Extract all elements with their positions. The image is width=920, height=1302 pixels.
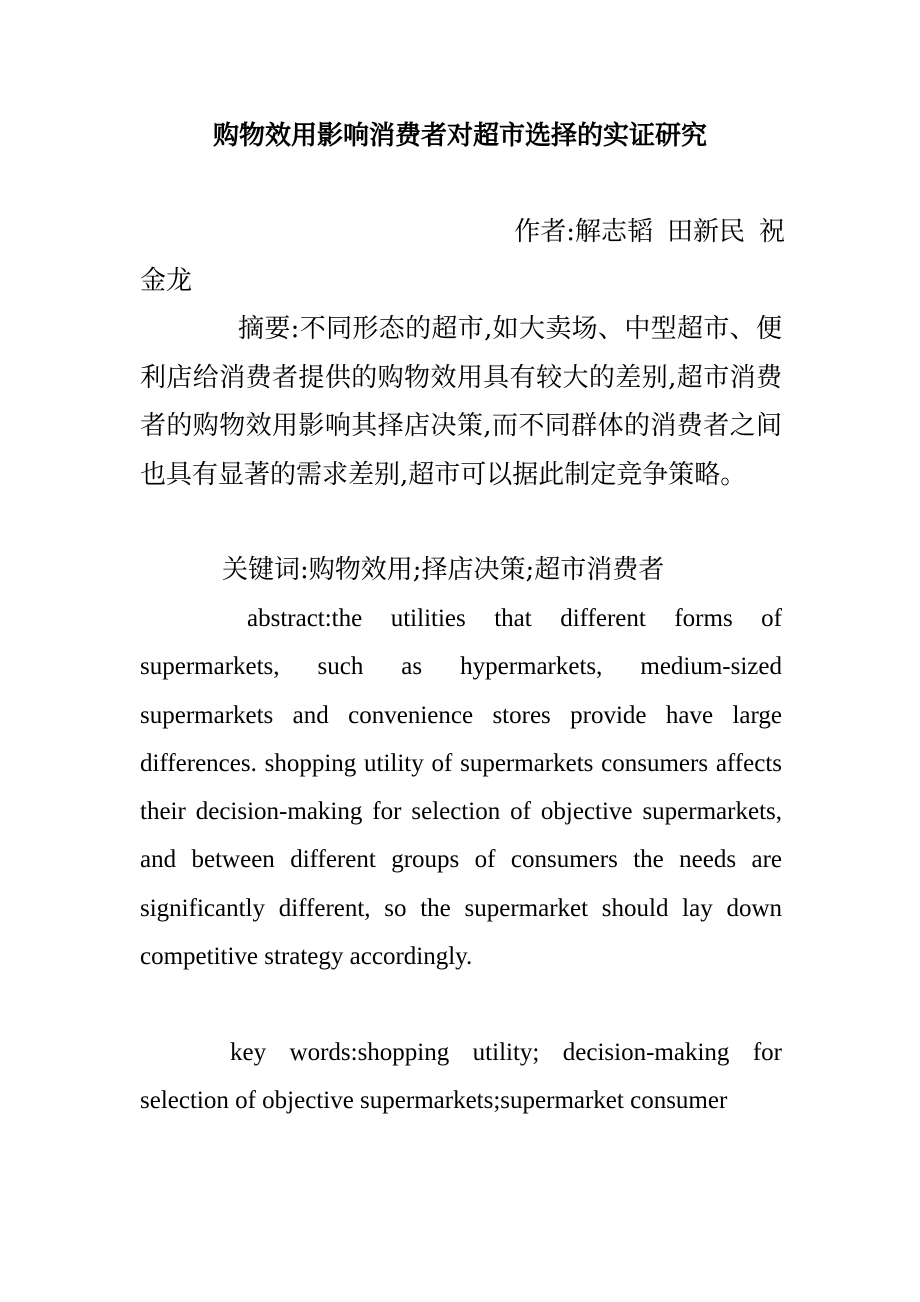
document-title: 购物效用影响消费者对超市选择的实证研究 (212, 121, 707, 151)
author-label: 作者: (514, 217, 575, 247)
author-name-1: 解志韬 (574, 217, 653, 247)
keywords-english: key words:shopping utility; decision-making for selection of objective supermarkets;supermarket consumer (140, 1039, 782, 1115)
abstract-chinese: 摘要:不同形态的超市,如大卖场、中型超市、便利店给消费者提供的购物效用具有较大的差别,超市消费者的购物效用影响其择店决策,而不同群体的消费者之间也具有显著的需求差别,超市可以据此制定竞争策略。 (140, 314, 782, 490)
author-name-3-part-2: 金龙 (140, 266, 193, 296)
keywords-chinese: 关键词:购物效用;择店决策;超市消费者 (222, 555, 665, 585)
author-line (140, 212, 785, 252)
author-name-3-part-1: 祝 (758, 217, 785, 247)
author-name-2: 田新民 (666, 217, 745, 247)
abstract-english: abstract:the utilities that different forms of supermarkets, such as hypermarkets, medium-sized supermarkets and convenience stores provide have large differences. shopping utility of supermarkets consumers affects their decision-making for selection of objective supermarkets, and between different groups of consumers the needs are significantly different, so the supermarket should lay down competitive strategy accordingly. (140, 605, 782, 971)
